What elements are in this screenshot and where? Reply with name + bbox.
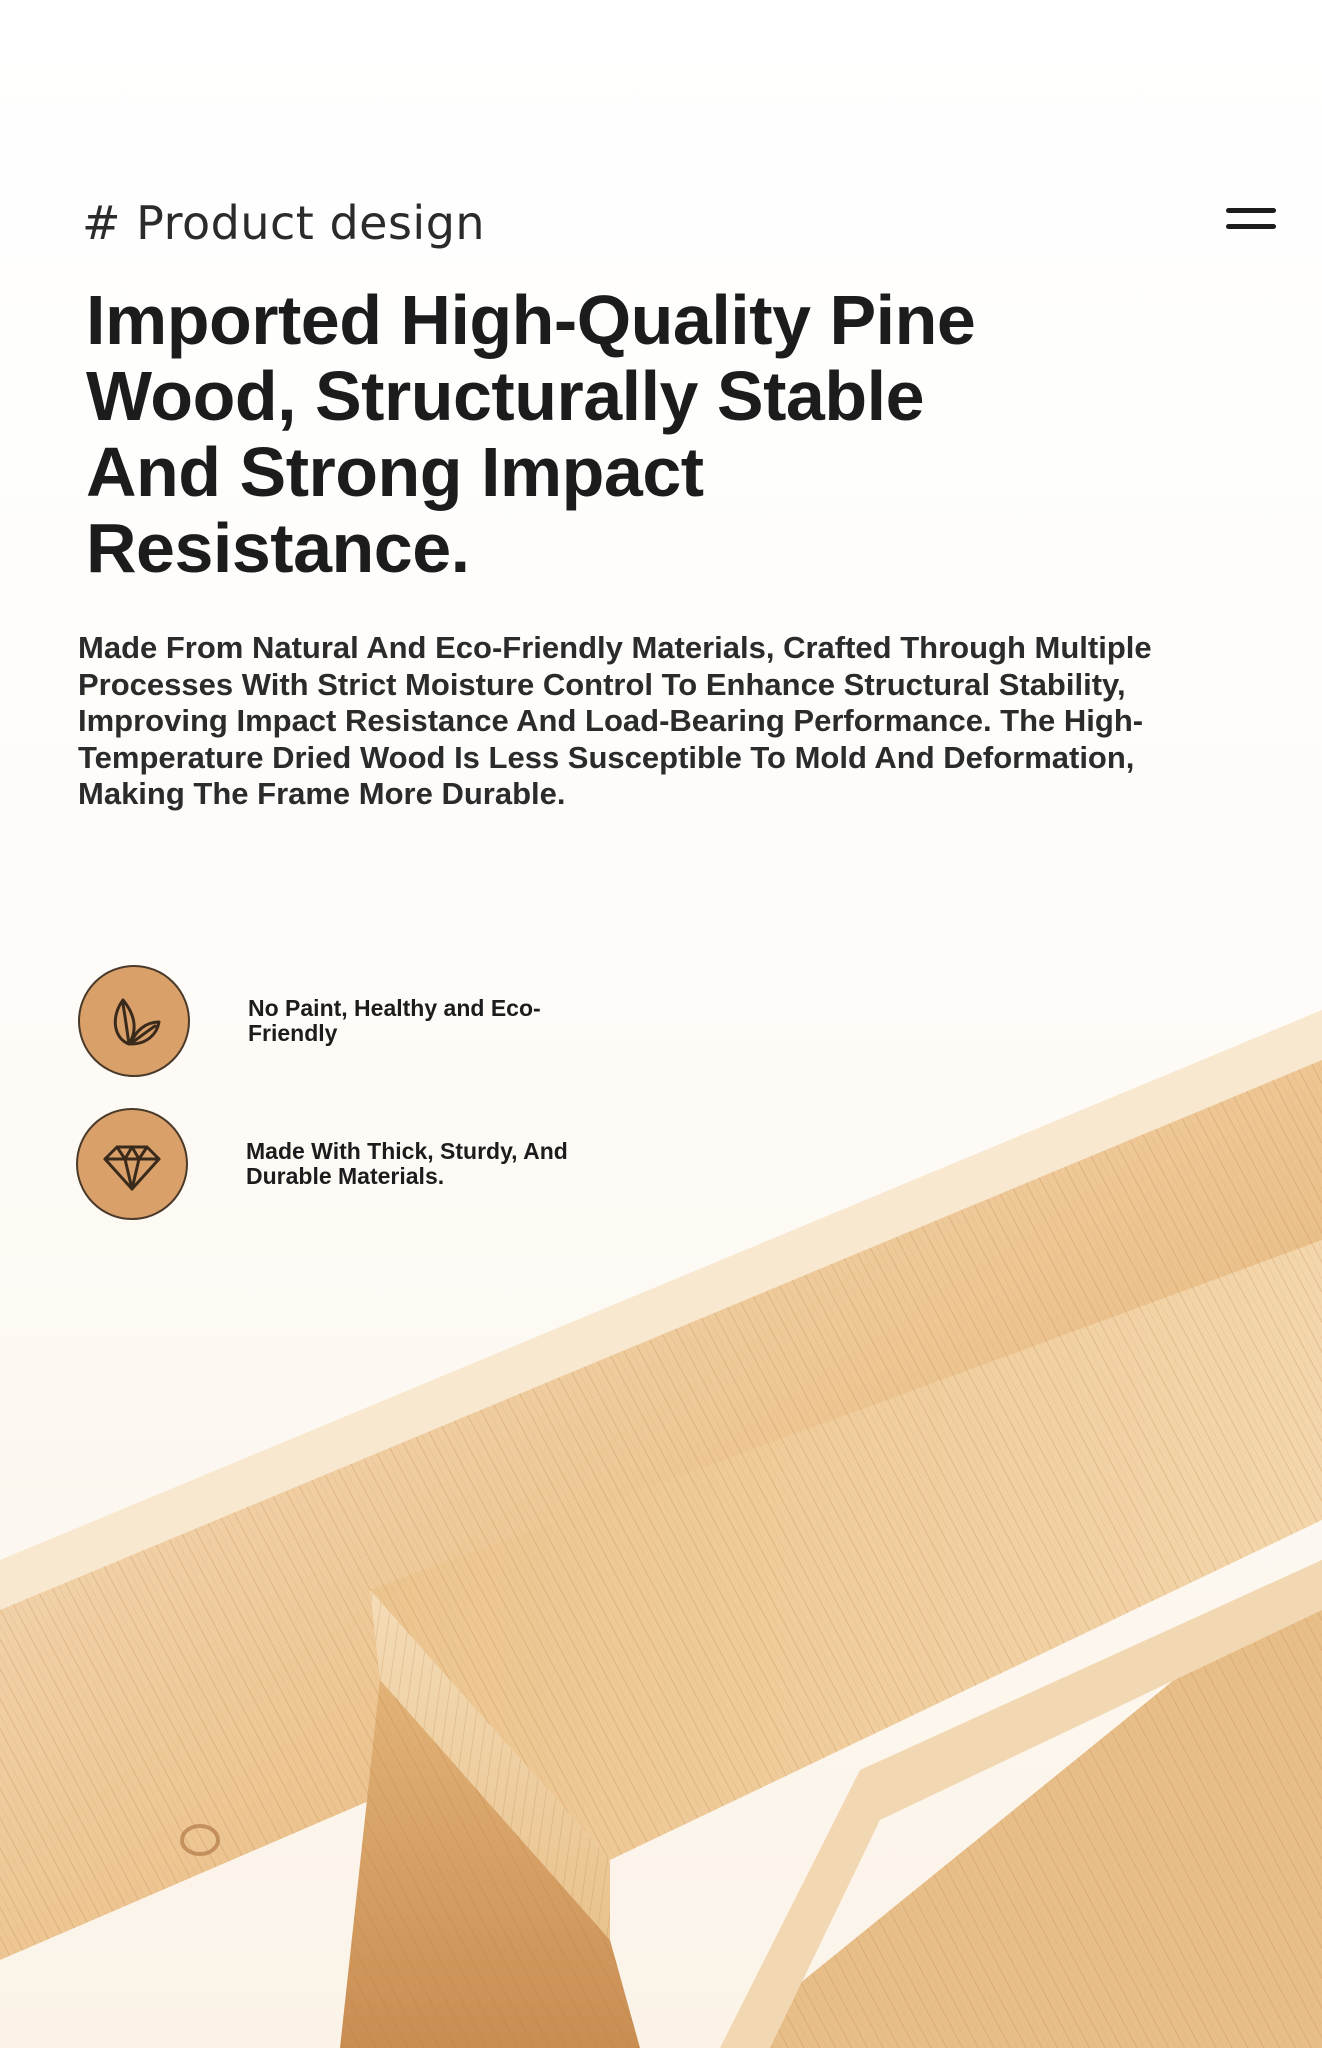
- feature-no-paint: [78, 965, 588, 1077]
- leaf-icon: [78, 965, 190, 1077]
- product-description: Made From Natural And Eco-Friendly Materials, Crafted Through Multiple Processes With Strict Moisture Control To Enhance Structural Stability, Improving Impact Resistance And Load-Bearing Performance. The High-Temperature Dried Wood Is Less Susceptible To Mold And Deformation, Making The Frame More Durable.: [78, 630, 1152, 811]
- menu-icon[interactable]: [1226, 208, 1276, 236]
- feature-thick-materials: [76, 1108, 586, 1220]
- section-tag: # Product design: [82, 196, 486, 250]
- feature-no-paint-text: No Paint, Healthy and Eco-Friendly: [248, 995, 541, 1046]
- feature-thick-materials-text: Made With Thick, Sturdy, And Durable Materials.: [246, 1138, 568, 1189]
- headline: Imported High-Quality Pine Wood, Structurally Stable And Strong Impact Resistance.: [86, 281, 976, 587]
- diamond-icon: [76, 1108, 188, 1220]
